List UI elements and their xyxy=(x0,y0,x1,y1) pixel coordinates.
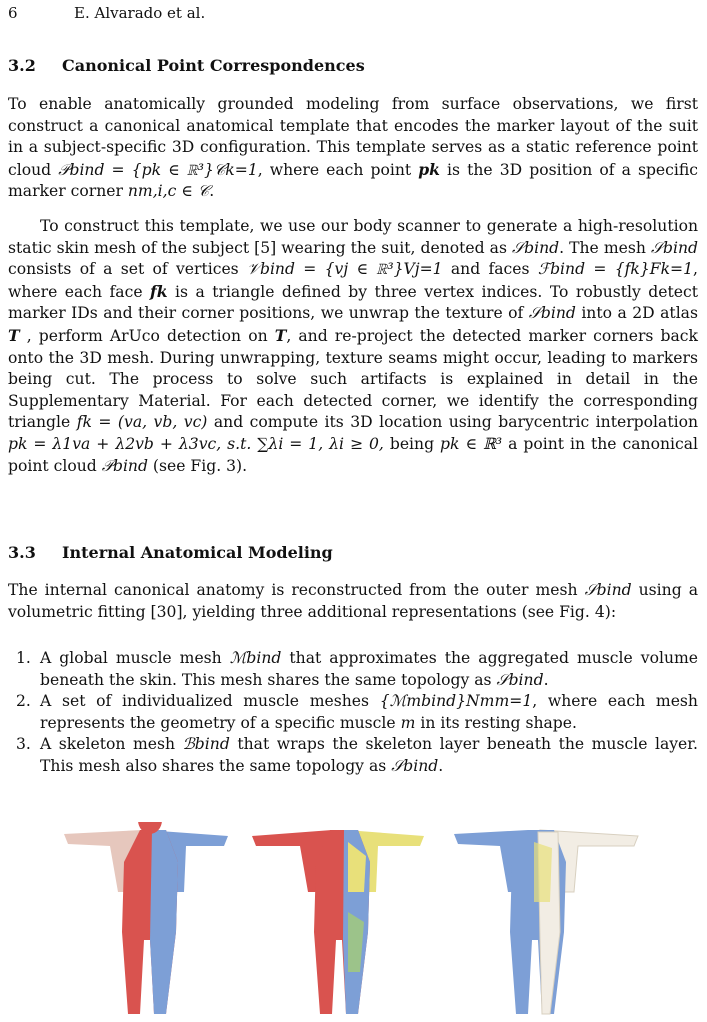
math: 𝒱bind = {vj ∈ ℝ³}Vj=1 xyxy=(246,260,443,279)
page-number: 6 xyxy=(8,4,18,22)
text: is the 3D position of a specific marker corner xyxy=(8,160,699,201)
text: To construct this template, we use our body scanner to generate a high-resolution static skin mesh of the subject [5] wearing the suit, denoted as xyxy=(8,217,698,257)
text: . xyxy=(543,670,549,689)
list-number: 3. xyxy=(16,735,31,754)
math: pk ∈ ℝ³ xyxy=(440,434,503,453)
text: , and re-project the detected marker corners back onto the 3D mesh. During unwrapping, texture seams might occur, leading to markers being cut. The process to solve such artifacts is explained in detail in the Supplementary Material. For each detected corner, we identify the corresponding triangle xyxy=(8,326,698,432)
math: fk xyxy=(150,281,168,301)
text: that approximates the aggregated muscle volume beneath the skin. This mesh shares the same topology as xyxy=(40,649,699,689)
text: into a 2D atlas xyxy=(575,304,698,323)
math: ℬbind xyxy=(182,735,230,754)
text: To enable anatomically grounded modeling from surface observations, we first construct a canonical anatomical template that encodes the marker layout of the suit in a subject-specific 3D configuration. This template serves as a static reference point cloud xyxy=(8,95,698,179)
text: that wraps the skeleton layer beneath the muscle layer. This mesh also shares the same topology as xyxy=(40,735,698,775)
math: T xyxy=(274,325,287,345)
text: consists of a set of vertices xyxy=(8,260,247,279)
math: ℳbind xyxy=(229,649,282,667)
math: 𝒫bind = {pk ∈ ℝ³}𝒞k=1 xyxy=(58,160,258,179)
text: being xyxy=(383,434,441,453)
running-header xyxy=(8,3,698,25)
math: 𝒮bind xyxy=(650,238,699,257)
math: 𝒮bind xyxy=(496,670,544,689)
text: and compute its 3D location using barycentric interpolation xyxy=(207,413,698,432)
text: a point in the canonical point cloud xyxy=(8,434,699,475)
math: 𝒮bind xyxy=(584,581,632,599)
paragraph-3-2-2 xyxy=(8,216,698,477)
math: {ℳmbind}Nmm=1 xyxy=(379,692,533,711)
math: 𝒮bind xyxy=(391,756,439,775)
section-heading-3-3 xyxy=(8,542,333,564)
text: . xyxy=(438,756,444,775)
section-number: 3.2 xyxy=(8,56,36,75)
text: A set of individualized muscle meshes xyxy=(40,692,380,711)
list-number: 1. xyxy=(16,649,31,667)
anatomy-figure xyxy=(58,822,650,1018)
figure-muscles xyxy=(252,830,424,1014)
math: 𝒫bind xyxy=(101,456,148,475)
list-item xyxy=(8,691,698,734)
list-number: 2. xyxy=(16,692,31,711)
math: T xyxy=(8,325,20,345)
text: The internal canonical anatomy is reconstructed from the outer mesh xyxy=(8,581,585,599)
text: A global muscle mesh xyxy=(40,649,230,667)
text: . The mesh xyxy=(559,238,651,257)
text: is a triangle defined by three vertex indices. To robustly detect marker IDs and their corner positions, we unwrap the texture of xyxy=(8,282,698,323)
list-item xyxy=(8,734,698,777)
section-title: Internal Anatomical Modeling xyxy=(62,543,333,562)
text: , where each face xyxy=(8,260,698,301)
text: in its resting shape. xyxy=(415,713,577,732)
section-number: 3.3 xyxy=(8,543,36,562)
text: , where each mesh represents the geometry of a specific muscle xyxy=(40,692,698,732)
text: . xyxy=(209,182,215,201)
figure-skeleton xyxy=(454,830,638,1014)
list-item xyxy=(8,648,698,691)
math: pk xyxy=(418,159,440,179)
section-title: Canonical Point Correspondences xyxy=(62,56,365,75)
math: 𝒮bind xyxy=(512,238,560,257)
text: (see Fig. 3). xyxy=(147,456,248,475)
math: fk = (va, vb, vc) xyxy=(76,413,208,432)
text: using a volumetric fitting [30], yielding three additional representations (see Fig. 4): xyxy=(8,581,698,621)
text: A skeleton mesh xyxy=(40,735,183,754)
math: ℱbind = {fk}Fk=1 xyxy=(537,260,694,279)
math: pk = λ1va + λ2vb + λ3vc, s.t. ∑λi = 1, λi ≥ 0, xyxy=(8,434,384,453)
math: 𝒮bind xyxy=(528,304,576,323)
paragraph-3-3-1 xyxy=(8,580,698,623)
paragraph-3-2-1 xyxy=(8,94,698,203)
text: , perform ArUco detection on xyxy=(19,326,275,345)
numbered-list xyxy=(8,648,698,778)
text: , where each point xyxy=(257,160,419,179)
section-heading-3-2 xyxy=(8,55,365,77)
math: nm,i,c ∈ 𝒞 xyxy=(127,182,210,201)
running-authors: E. Alvarado et al. xyxy=(74,4,206,22)
math: m xyxy=(400,713,416,732)
figure-skin-muscle xyxy=(64,822,228,1014)
text: and faces xyxy=(442,260,538,279)
